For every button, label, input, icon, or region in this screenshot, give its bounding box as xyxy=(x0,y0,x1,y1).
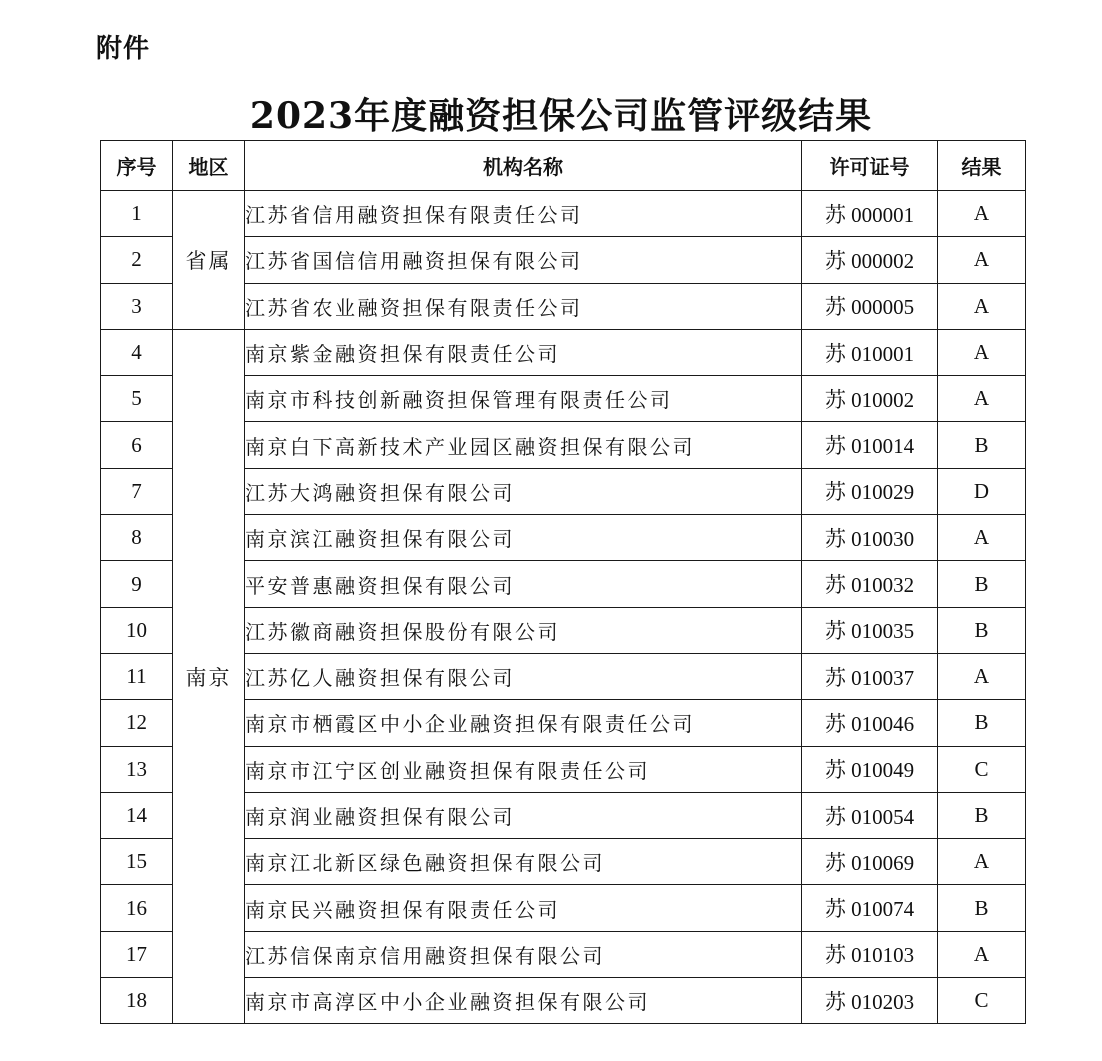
cell-license-number: 苏 000001 xyxy=(802,191,938,237)
cell-license-number: 苏 000002 xyxy=(802,237,938,283)
cell-rating-result: B xyxy=(938,700,1026,746)
cell-institution-name: 南京白下高新技术产业园区融资担保有限公司 xyxy=(245,422,802,468)
cell-institution-name: 南京市高淳区中小企业融资担保有限公司 xyxy=(245,978,802,1024)
cell-rating-result: C xyxy=(938,978,1026,1024)
cell-rating-result: B xyxy=(938,792,1026,838)
cell-license-number: 苏 010030 xyxy=(802,515,938,561)
cell-seq: 16 xyxy=(101,885,173,931)
cell-seq: 6 xyxy=(101,422,173,468)
cell-rating-result: B xyxy=(938,561,1026,607)
cell-seq: 3 xyxy=(101,283,173,329)
cell-institution-name: 平安普惠融资担保有限公司 xyxy=(245,561,802,607)
header-result: 结果 xyxy=(938,141,1026,191)
cell-seq: 5 xyxy=(101,376,173,422)
rating-results-table xyxy=(100,140,1026,1024)
cell-rating-result: B xyxy=(938,885,1026,931)
cell-rating-result: B xyxy=(938,422,1026,468)
cell-seq: 9 xyxy=(101,561,173,607)
cell-institution-name: 江苏省信用融资担保有限责任公司 xyxy=(245,191,802,237)
cell-rating-result: A xyxy=(938,839,1026,885)
cell-seq: 12 xyxy=(101,700,173,746)
attachment-label: 附件 xyxy=(96,34,151,64)
cell-seq: 8 xyxy=(101,515,173,561)
cell-license-number: 苏 010032 xyxy=(802,561,938,607)
cell-institution-name: 南京江北新区绿色融资担保有限公司 xyxy=(245,839,802,885)
cell-seq: 7 xyxy=(101,468,173,514)
cell-license-number: 苏 010014 xyxy=(802,422,938,468)
cell-institution-name: 江苏亿人融资担保有限公司 xyxy=(245,653,802,699)
header-region: 地区 xyxy=(173,141,245,191)
cell-institution-name: 南京民兴融资担保有限责任公司 xyxy=(245,885,802,931)
cell-license-number: 苏 010203 xyxy=(802,978,938,1024)
cell-seq: 17 xyxy=(101,931,173,977)
cell-rating-result: A xyxy=(938,283,1026,329)
cell-seq: 14 xyxy=(101,792,173,838)
header-seq: 序号 xyxy=(101,141,173,191)
cell-region: 省属 xyxy=(173,191,245,330)
cell-institution-name: 南京市江宁区创业融资担保有限责任公司 xyxy=(245,746,802,792)
table-header-row xyxy=(101,141,1026,191)
cell-seq: 13 xyxy=(101,746,173,792)
cell-license-number: 苏 010046 xyxy=(802,700,938,746)
header-name: 机构名称 xyxy=(245,141,802,191)
cell-license-number: 苏 010029 xyxy=(802,468,938,514)
cell-institution-name: 江苏省国信信用融资担保有限公司 xyxy=(245,237,802,283)
cell-rating-result: A xyxy=(938,515,1026,561)
cell-seq: 4 xyxy=(101,329,173,375)
cell-license-number: 苏 010103 xyxy=(802,931,938,977)
cell-license-number: 苏 010035 xyxy=(802,607,938,653)
header-license: 许可证号 xyxy=(802,141,938,191)
cell-rating-result: A xyxy=(938,653,1026,699)
cell-license-number: 苏 010054 xyxy=(802,792,938,838)
cell-license-number: 苏 010001 xyxy=(802,329,938,375)
cell-rating-result: A xyxy=(938,376,1026,422)
cell-license-number: 苏 010069 xyxy=(802,839,938,885)
cell-rating-result: A xyxy=(938,191,1026,237)
cell-seq: 18 xyxy=(101,978,173,1024)
cell-license-number: 苏 010049 xyxy=(802,746,938,792)
cell-rating-result: D xyxy=(938,468,1026,514)
table-row xyxy=(101,191,1026,237)
cell-region: 南京 xyxy=(173,329,245,1023)
cell-seq: 11 xyxy=(101,653,173,699)
table-row xyxy=(101,329,1026,375)
cell-rating-result: A xyxy=(938,329,1026,375)
cell-license-number: 苏 010037 xyxy=(802,653,938,699)
cell-license-number: 苏 010074 xyxy=(802,885,938,931)
cell-institution-name: 江苏省农业融资担保有限责任公司 xyxy=(245,283,802,329)
cell-rating-result: B xyxy=(938,607,1026,653)
cell-seq: 15 xyxy=(101,839,173,885)
cell-institution-name: 江苏大鸿融资担保有限公司 xyxy=(245,468,802,514)
table-body xyxy=(101,191,1026,1024)
cell-rating-result: C xyxy=(938,746,1026,792)
cell-seq: 1 xyxy=(101,191,173,237)
cell-institution-name: 江苏徽商融资担保股份有限公司 xyxy=(245,607,802,653)
cell-rating-result: A xyxy=(938,931,1026,977)
cell-rating-result: A xyxy=(938,237,1026,283)
cell-institution-name: 南京润业融资担保有限公司 xyxy=(245,792,802,838)
cell-institution-name: 南京市科技创新融资担保管理有限责任公司 xyxy=(245,376,802,422)
cell-license-number: 苏 000005 xyxy=(802,283,938,329)
cell-institution-name: 南京市栖霞区中小企业融资担保有限责任公司 xyxy=(245,700,802,746)
cell-institution-name: 南京滨江融资担保有限公司 xyxy=(245,515,802,561)
cell-institution-name: 江苏信保南京信用融资担保有限公司 xyxy=(245,931,802,977)
cell-seq: 2 xyxy=(101,237,173,283)
cell-license-number: 苏 010002 xyxy=(802,376,938,422)
cell-institution-name: 南京紫金融资担保有限责任公司 xyxy=(245,329,802,375)
document-title: 2023年度融资担保公司监管评级结果 xyxy=(249,95,873,137)
cell-seq: 10 xyxy=(101,607,173,653)
